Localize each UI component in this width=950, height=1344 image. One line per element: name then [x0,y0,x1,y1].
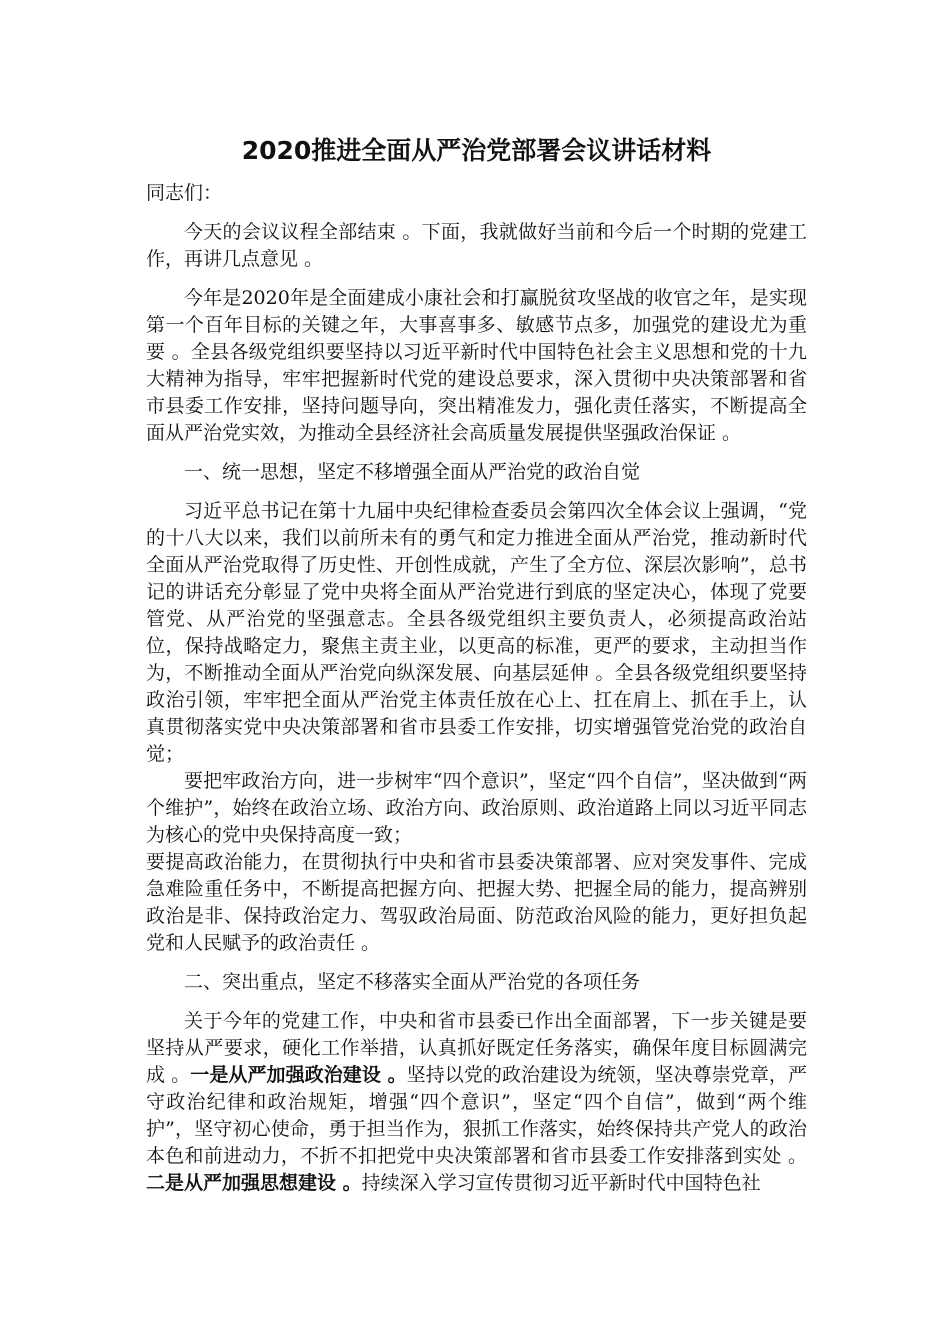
point-2-body: 持续深入学习宣传贯彻习近平新时代中国特色社 [361,1172,761,1194]
section-heading-2: 二、突出重点，坚定不移落实全面从严治党的各项任务 [184,971,641,993]
paragraph-3: 习近平总书记在第十九届中央纪律检查委员会第四次全体会议上强调，“党的十八大以来，我们以前所未有的勇气和定力推进全面从严治党，推动新时代全面从严治党取得了历史性、开创性成就，产生了全方位、深层次影响”，总书记的讲话充分彰显了党中央将全面从严治党进行到底的坚定决心，体现了党要管党、从严治党的坚强意志。全县各级党组织主要负责人，必须提高政治站位，保持战略定力，聚焦主责主业，以更高的标准，更严的要求，主动担当作为，不断推动全面从严治党向纵深发展、向基层延伸 。全县各级党组织要坚持政治引领，牢牢把全面从严治党主体责任放在心上、扛在肩上、抓在手上，认真贯彻落实党中央决策部署和省市县委工作安排，切实增强管党治党的政治自觉； [146,500,807,765]
paragraph-1: 今天的会议议程全部结束 。下面，我就做好当前和今后一个时期的党建工作，再讲几点意见 。 [146,221,807,270]
paragraph-4: 要把牢政治方向，进一步树牢“四个意识”，坚定“四个自信”，坚决做到“两个维护”，始终在政治立场、政治方向、政治原则、政治道路上同以习近平同志为核心的党中央保持高度一致； [146,770,807,846]
point-1-heading: 一是从严加强政治建设 。 [190,1064,407,1086]
paragraph-2: 今年是2020年是全面建成小康社会和打赢脱贫攻坚战的收官之年，是实现第一个百年目标的关键之年，大事喜事多、敏感节点多，加强党的建设尤为重要 。全县各级党组织要坚持以习近平新时代中国特色社会主义思想和党的十九大精神为指导，牢牢把握新时代党的建设总要求，深入贯彻中央决策部署和省市县委工作安排，坚持问题导向，突出精准发力，强化责任落实，不断提高全面从严治党实效，为推动全县经济社会高质量发展提供坚强政治保证 。 [146,287,807,444]
paragraph-5: 要提高政治能力，在贯彻执行中央和省市县委决策部署、应对突发事件、完成急难险重任务中，不断提高把握方向、把握大势、把握全局的能力，提高辨别政治是非、保持政治定力、驾驭政治局面、防范政治风险的能力，更好担负起党和人民赋予的政治责任 。 [146,851,807,954]
point-2-heading: 二是从严加强思想建设 。 [146,1172,362,1194]
point-1-body: 坚持以党的政治建设为统领，坚决尊崇党章，严守政治纪律和政治规矩，增强“四个意识”，坚定“四个自信”，做到“两个维护”，坚守初心使命，勇于担当作为，狠抓工作落实，始终保持共产党人的政治本色和前进动力，不折不扣把党中央决策部署和省市县委工作安排落到实处 。 [146,1064,807,1167]
salutation: 同志们： [146,182,223,204]
paragraph-6 [146,1008,807,1197]
document-title: 2020推进全面从严治党部署会议讲话材料 [241,136,712,165]
paragraph-6-intro: 关于今年的党建工作，中央和省市县委已作出全面部署，下一步关键是要坚持从严要求，硬化工作举措，认真抓好既定任务落实，确保年度目标圆满完成 。 [146,1010,807,1086]
section-heading-1: 一、统一思想，坚定不移增强全面从严治党的政治自觉 [184,461,641,483]
